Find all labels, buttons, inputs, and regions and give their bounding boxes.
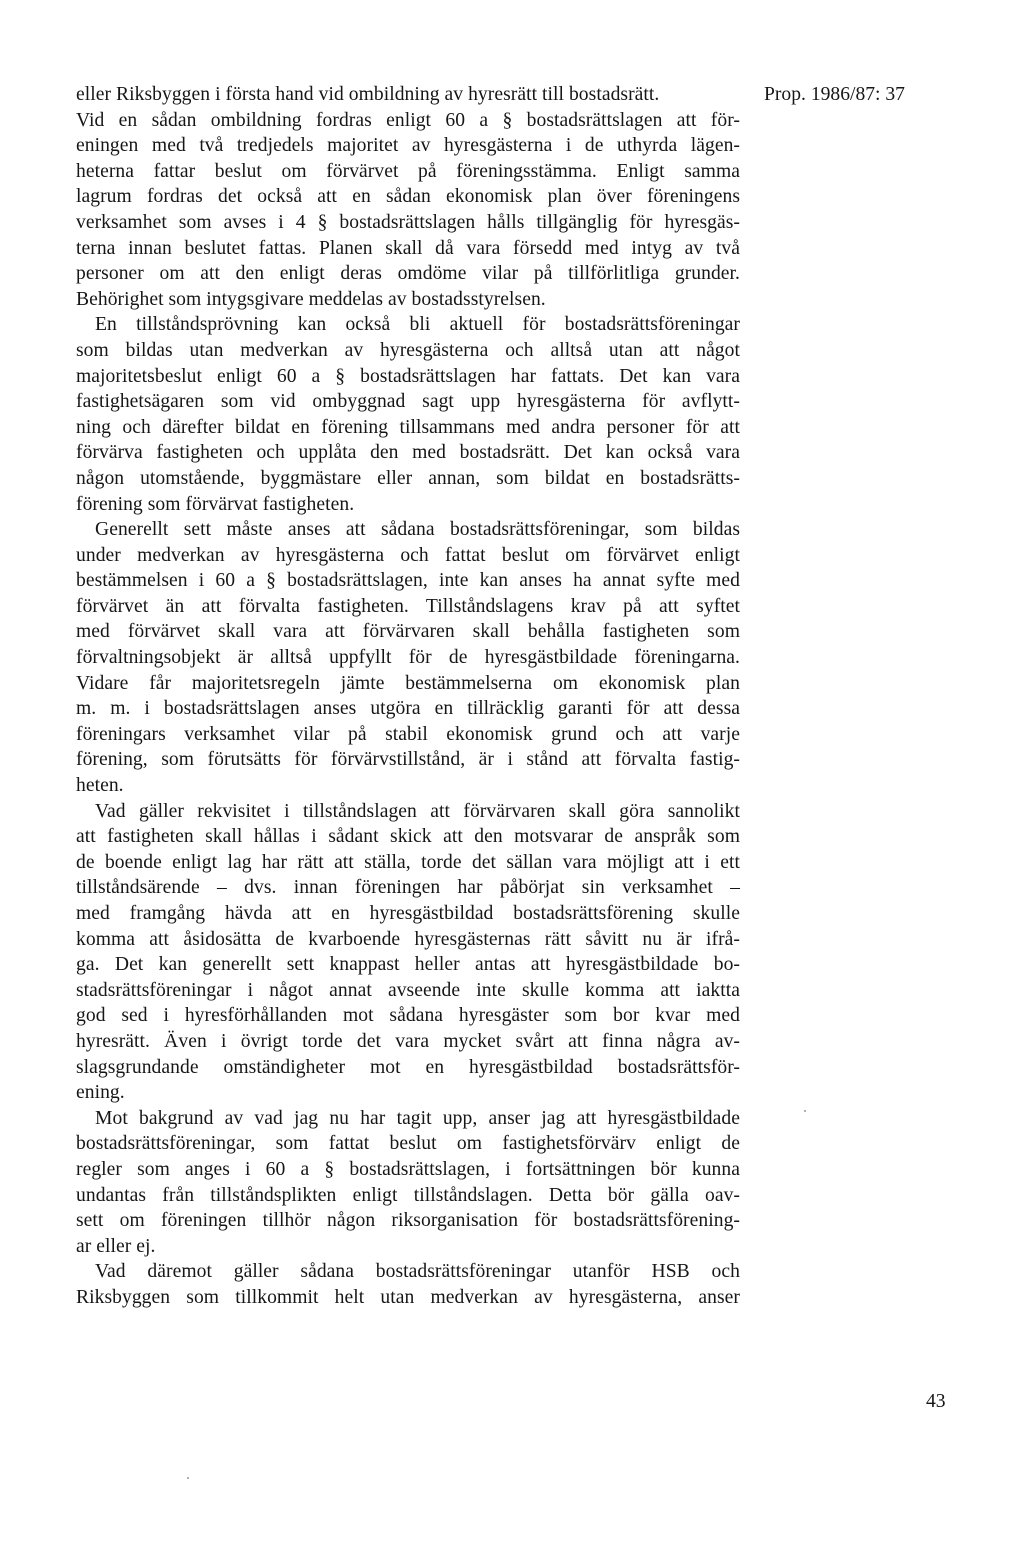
text-line: förvärvet än att förvalta fastigheten. Tillståndslagens krav på att syftet: [76, 595, 740, 617]
text-line: Generellt sett måste anses att sådana bostadsrättsföreningar, som bildas: [95, 519, 740, 541]
text-line: lagrum fordras det också att en sådan ekonomisk plan över föreningens: [76, 186, 740, 208]
text-line: bestämmelsen i 60 a § bostadsrättslagen, inte kan anses ha annat syfte med: [76, 570, 740, 592]
text-line: med förvärvet skall vara att förvärvaren skall behålla fastigheten som: [76, 621, 740, 643]
text-line: verksamhet som avses i 4 § bostadsrättslagen hålls tillgänglig för hyresgäs-: [76, 211, 740, 233]
text-line: terna innan beslutet fattas. Planen skall då vara försedd med intyg av två: [76, 237, 740, 259]
text-line: ning och därefter bildat en förening tillsammans med andra personer för att: [76, 416, 740, 438]
page-number: 43: [926, 1391, 946, 1412]
text-line: föreningars verksamhet vilar på stabil ekonomisk grund och att varje: [76, 723, 740, 745]
text-line: god sed i hyresförhållanden mot sådana hyresgäster som bor kvar med: [76, 1005, 740, 1027]
text-line: eningen med två tredjedels majoritet av hyresgästerna i de uthyrda lägen-: [76, 135, 740, 157]
text-line: med framgång hävda att en hyresgästbildad bostadsrättsförening skulle: [76, 903, 740, 924]
text-line: regler som anges i 60 a § bostadsrättslagen, i fortsättningen bör kunna: [76, 1158, 740, 1180]
text-line: komma att åsidosätta de kvarboende hyresgästernas rätt såvitt nu är ifrå-: [76, 928, 740, 950]
text-line: som bildas utan medverkan av hyresgästerna och alltså utan att något: [76, 339, 740, 361]
text-line: hyresrätt. Även i övrigt torde det vara mycket svårt att finna några av-: [76, 1030, 740, 1052]
text-line: förvaltningsobjekt är alltså uppfyllt för de hyresgästbildade föreningarna.: [76, 647, 740, 669]
text-line: stadsrättsföreningar i något annat avseende inte skulle komma att iaktta: [76, 979, 740, 1001]
text-line: Mot bakgrund av vad jag nu har tagit upp, anser jag att hyresgästbildade: [95, 1107, 740, 1129]
text-line: sett om föreningen tillhör någon riksorganisation för bostadsrättsförening-: [76, 1210, 740, 1232]
text-line: någon utomstående, byggmästare eller annan, som bildat en bostadsrätts-: [76, 467, 740, 489]
text-line: förening, som förutsätts för förvärvstillstånd, är i stånd att förvalta fastig-: [76, 749, 740, 771]
scan-speck: [187, 1477, 189, 1479]
text-line: Riksbyggen som tillkommit helt utan medverkan av hyresgästerna, anser: [76, 1286, 740, 1308]
text-line: att fastigheten skall hållas i sådant skick att den motsvarar de anspråk som: [76, 826, 740, 848]
scan-speck: [804, 1110, 806, 1112]
text-line: personer om att den enligt deras omdöme vilar på tillförlitliga grunder.: [76, 263, 740, 285]
text-line: under medverkan av hyresgästerna och fattat beslut om förvärvet enligt: [76, 544, 740, 566]
text-line: ga. Det kan generellt sett knappast heller antas att hyresgästbildade bo-: [76, 954, 740, 976]
text-line: Vidare får majoritetsregeln jämte bestämmelserna om ekonomisk plan: [76, 672, 740, 694]
text-line: tillståndsärende – dvs. innan föreningen har påbörjat sin verksamhet –: [76, 877, 740, 899]
text-line: undantas från tillståndsplikten enligt tillståndslagen. Detta bör gälla oav-: [76, 1184, 740, 1206]
text-line: förening som förvärvat fastigheten.: [76, 493, 355, 515]
body-text: [76, 82, 740, 1311]
text-line: m. m. i bostadsrättslagen anses utgöra en tillräcklig garanti för att dessa: [76, 698, 740, 720]
text-line: heten.: [76, 775, 124, 797]
text-line: eller Riksbyggen i första hand vid ombildning av hyresrätt till bostadsrätt.: [76, 84, 660, 105]
text-line: de boende enligt lag har rätt att ställa, torde det sällan vara möjligt att i ett: [76, 851, 740, 873]
text-line: slagsgrundande omständigheter mot en hyresgästbildad bostadsrättsför-: [76, 1056, 740, 1078]
text-line: En tillståndsprövning kan också bli aktuell för bostadsrättsföreningar: [95, 314, 740, 336]
text-line: majoritetsbeslut enligt 60 a § bostadsrättslagen har fattats. Det kan vara: [76, 365, 740, 387]
proposition-reference: Prop. 1986/87: 37: [764, 84, 905, 105]
text-line: bostadsrättsföreningar, som fattat beslut om fastighetsförvärv enligt de: [76, 1133, 740, 1155]
text-line: Behörighet som intygsgivare meddelas av bostadsstyrelsen.: [76, 288, 546, 310]
text-line: Vad däremot gäller sådana bostadsrättsföreningar utanför HSB och: [95, 1261, 740, 1283]
text-line: Vid en sådan ombildning fordras enligt 60 a § bostadsrättslagen att för-: [76, 109, 740, 131]
text-line: heterna fattar beslut om förvärvet på föreningsstämma. Enligt samma: [76, 160, 740, 182]
text-line: förvärva fastigheten och upplåta den med bostadsrätt. Det kan också vara: [76, 442, 740, 464]
text-line: ening.: [76, 1082, 125, 1104]
text-line: ar eller ej.: [76, 1235, 156, 1257]
text-line: Vad gäller rekvisitet i tillståndslagen att förvärvaren skall göra sannolikt: [95, 800, 740, 822]
text-line: fastighetsägaren som vid ombyggnad sagt upp hyresgästerna för avflytt-: [76, 391, 740, 413]
